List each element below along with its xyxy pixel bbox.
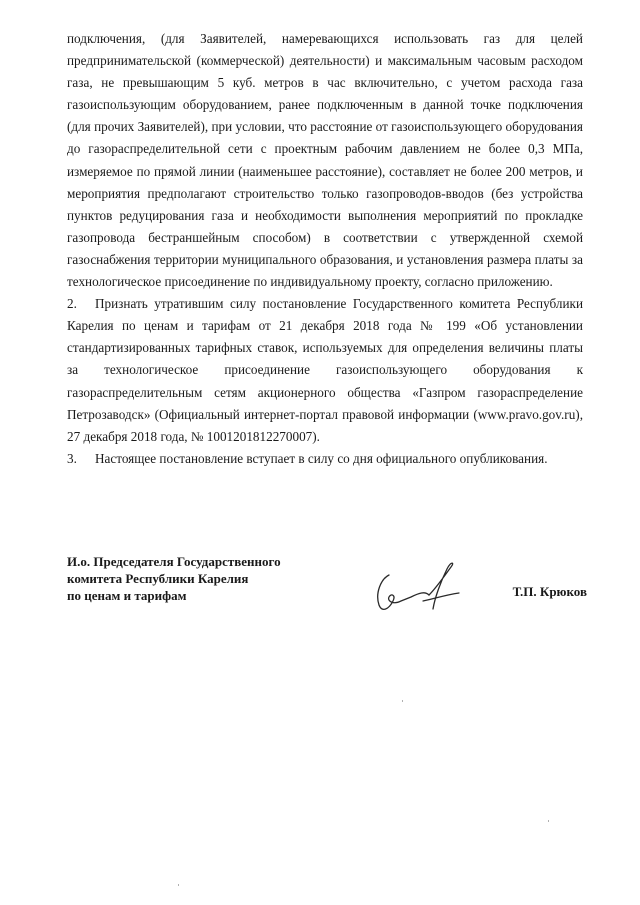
signer-name: Т.П. Крюков	[512, 584, 587, 599]
item-2-number: 2.	[67, 296, 77, 312]
item-3-number: 3.	[67, 450, 77, 466]
handwritten-signature	[367, 557, 477, 617]
signer-title-line-1: И.о. Председателя Государственного	[67, 554, 281, 569]
document-body	[67, 28, 583, 470]
scan-speck	[402, 700, 403, 702]
item-3	[67, 448, 583, 470]
signer-title-line-3: по ценам и тарифам	[67, 588, 187, 603]
item-2	[67, 293, 583, 448]
signature-block	[67, 553, 587, 633]
signer-title-line-2: комитета Республики Карелия	[67, 571, 249, 586]
item-3-text: Настоящее постановление вступает в силу со дня официального опубликования.	[95, 450, 548, 466]
continuation-paragraph: подключения, (для Заявителей, намеревающихся использовать газ для целей предпринимательской (коммерческой) деятельности) и максимальным часовым расходом газа, не превышающим 5 куб. метров в час включительно, с учетом расхода газа газоиспользующим оборудованием, ранее подключенным в данной точке подключения (для прочих Заявителей), при условии, что расстояние от газоиспользующего оборудования до газораспределительной сети с проектным рабочим давлением не более 0,3 МПа, измеряемое по прямой линии (наименьшее расстояние), составляет не более 200 метров, и мероприятия предполагают строительство только газопроводов-вводов (без устройства пунктов редуцирования газа и необходимости выполнения мероприятий по прокладке газопровода бестраншейным способом) в соответствии с утвержденной схемой газоснабжения территории муниципального образования, и установления размера платы за технологическое присоединение по индивидуальному проекту, согласно приложению.	[67, 31, 583, 290]
scan-speck	[178, 884, 179, 886]
item-2-text: Признать утратившим силу постановление Государственного комитета Республики Карелия по ценам и тарифам от 21 декабря 2018 года № 199 «Об установлении стандартизированных тарифных ставок, используемых для определения величины платы за технологическое присоединение газоиспользующего оборудования к газораспределительным сетям акционерного общества «Газпром газораспределение Петрозаводск» (Официальный интернет-портал правовой информации (www.pravo.gov.ru), 27 декабря 2018 года, № 1001201812270007).	[67, 296, 583, 444]
scan-speck	[548, 820, 549, 822]
